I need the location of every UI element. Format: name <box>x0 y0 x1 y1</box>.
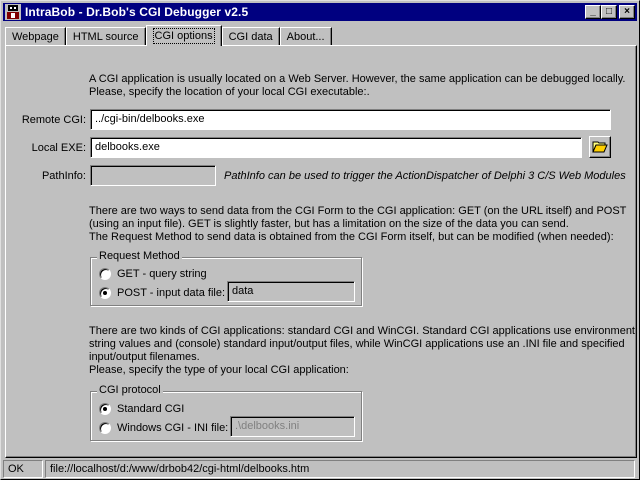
tab-webpage[interactable] <box>5 27 66 45</box>
method-line: The Request Method to send data is obtained from the CGI Form itself, but can be modified (when needed): <box>89 231 614 243</box>
get-label: GET - query string <box>117 268 207 280</box>
folder-open-icon <box>592 140 608 154</box>
local-exe-input[interactable]: delbooks.exe <box>90 137 582 158</box>
intro-line: Please, specify the location of your local CGI executable:. <box>89 86 370 98</box>
remote-cgi-label: Remote CGI: <box>21 114 86 126</box>
app-icon[interactable] <box>5 4 21 20</box>
tab-label: HTML source <box>72 30 139 43</box>
tab-cgi-data[interactable] <box>222 27 280 45</box>
status-state: OK <box>3 460 43 478</box>
cgi-options-panel <box>5 45 637 458</box>
browse-button[interactable] <box>589 136 611 158</box>
minimize-icon: _ <box>590 6 596 17</box>
method-text <box>89 205 626 244</box>
status-bar <box>3 460 637 478</box>
tab-label: Webpage <box>12 30 59 43</box>
status-url: file://localhost/d:/www/drbob42/cgi-html/delbooks.htm <box>45 460 635 478</box>
pathinfo-input[interactable] <box>90 165 216 186</box>
tab-html-source[interactable] <box>66 27 146 45</box>
tab-cgi-options[interactable] <box>146 25 222 46</box>
wincgi-radio[interactable] <box>99 422 111 434</box>
wincgi-option[interactable] <box>99 422 228 434</box>
protocol-line: input/output filenames. <box>89 351 200 363</box>
tab-label: CGI options <box>154 30 213 42</box>
intro-text <box>89 73 625 99</box>
get-radio[interactable] <box>99 268 111 280</box>
post-option[interactable] <box>99 287 225 299</box>
intro-line: A CGI application is usually located on a Web Server. However, the same application can be debugged locally. <box>89 73 626 85</box>
minimize-button[interactable] <box>585 5 601 19</box>
get-option[interactable] <box>99 268 207 280</box>
tab-bar <box>5 25 332 45</box>
request-method-group <box>90 250 362 306</box>
local-exe-label: Local EXE: <box>31 142 86 154</box>
maximize-button[interactable] <box>601 5 617 19</box>
window-title: IntraBob - Dr.Bob's CGI Debugger v2.5 <box>25 5 249 19</box>
title-bar[interactable] <box>3 3 637 21</box>
tab-label: CGI data <box>228 30 273 43</box>
standard-cgi-radio[interactable] <box>99 403 111 415</box>
maximize-icon: □ <box>605 6 613 17</box>
window-controls <box>585 5 635 19</box>
tab-label: About... <box>286 30 325 43</box>
protocol-line: Please, specify the type of your local CGI application: <box>89 364 349 376</box>
pathinfo-label: PathInfo: <box>41 170 86 182</box>
standard-cgi-option[interactable] <box>99 403 184 415</box>
method-line: There are two ways to send data from the CGI Form to the CGI application: GET (on the URL itself) and POST <box>89 205 627 217</box>
request-method-title: Request Method <box>99 250 180 262</box>
wincgi-label: Windows CGI - INI file: <box>117 422 229 434</box>
post-radio[interactable] <box>99 287 111 299</box>
tab-about[interactable] <box>280 27 332 45</box>
remote-cgi-input[interactable]: ../cgi-bin/delbooks.exe <box>90 109 611 130</box>
standard-cgi-label: Standard CGI <box>117 403 185 415</box>
ini-file-input[interactable]: .\delbooks.ini <box>230 416 355 437</box>
protocol-line: string values and (console) standard input/output files, while WinCGI applications use an .INI file and specified <box>89 338 625 350</box>
protocol-line: There are two kinds of CGI applications: standard CGI and WinCGI. Standard CGI applications use environment <box>89 325 635 337</box>
post-file-input[interactable]: data <box>227 281 355 302</box>
close-button[interactable] <box>619 5 635 19</box>
pathinfo-hint: PathInfo can be used to trigger the ActionDispatcher of Delphi 3 C/S Web Modules <box>224 170 626 182</box>
post-label: POST - input data file: <box>117 287 226 299</box>
cgi-protocol-group <box>90 384 362 441</box>
protocol-text <box>89 325 635 377</box>
cgi-protocol-title: CGI protocol <box>99 384 161 396</box>
method-line: (using an input file). GET is slightly faster, but has a limitation on the size of the data you can send. <box>89 218 569 230</box>
close-icon: × <box>624 6 630 17</box>
